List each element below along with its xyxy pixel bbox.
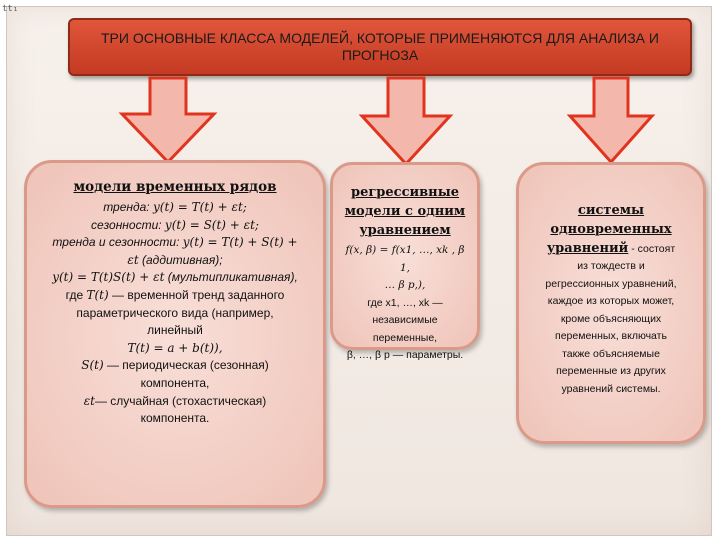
panel2-heading-l1: регрессивные [350, 185, 459, 200]
p1-l6-text: — временной тренд заданного [112, 287, 285, 302]
panel3-heading-tail: - состоят [628, 243, 676, 255]
p1-l11: компонента, [140, 375, 210, 390]
p1-l5-formula: y(t) = T(t)S(t) + εt [52, 270, 165, 285]
panel-simultaneous-equations [516, 162, 706, 444]
panel3-heading-l3: уравнений [546, 241, 629, 256]
panel2-heading-l2: модели с одним [344, 204, 466, 219]
p3-b4: кроме объясняющих [560, 312, 662, 325]
panel3-heading-l2: одновременных [550, 222, 672, 237]
p1-l2-label: сезонности: [91, 217, 162, 232]
p1-l3-formula: y(t) = T(t) + S(t) + [182, 235, 298, 250]
panel3-heading-l1: системы [577, 203, 645, 218]
p2-b3: где x1, …, xk — [367, 296, 443, 309]
p3-b6: также объясняемые [562, 347, 660, 360]
p1-l12-formula: εt [83, 393, 95, 408]
p1-l1-label: тренда: [103, 200, 150, 214]
p1-l4-text: (аддитивная); [142, 252, 223, 267]
p3-b8: уравнений системы. [561, 382, 661, 395]
p2-b5: переменные, [372, 331, 438, 344]
p3-b7: переменные из других [556, 365, 666, 377]
p2-b2: … β p,), [384, 279, 426, 291]
p2-b1: f(x, β) = f(x1, …, xk , β 1, [345, 244, 465, 274]
arrow-down-icon-right [566, 76, 656, 166]
p1-l1-formula: y(t) = T(t) + εt; [152, 200, 247, 214]
p3-b3: каждое из которых может, [547, 295, 675, 307]
panel1-heading: модели временных рядов [73, 179, 277, 195]
p1-l12-text: — случайная (стохастическая) [94, 393, 267, 408]
p2-b4: независимые [372, 314, 438, 326]
p1-l8: линейный [147, 323, 203, 338]
p1-l7: параметрического вида (например, [76, 305, 274, 320]
p1-l2-formula: y(t) = S(t) + εt; [164, 217, 259, 232]
p1-l10-text: — периодическая (сезонная) [106, 358, 269, 373]
p3-b5: переменных, включать [555, 330, 667, 342]
p3-b2: регрессионных уравнений, [545, 277, 677, 290]
arrow-down-icon-left [118, 76, 218, 166]
p1-l10-formula: S(t) [81, 358, 104, 373]
p1-l9: T(t) = a + b(t)), [127, 340, 223, 355]
p2-b6: β, …, β p — параметры. [346, 349, 464, 361]
title-banner [68, 18, 692, 76]
p1-l3-label: тренда и сезонности: [52, 235, 180, 250]
p1-l13: компонента. [140, 411, 210, 426]
p1-l6-formula: T(t) [86, 287, 109, 302]
p1-l4-formula: εt [127, 252, 139, 267]
title-text: ТРИ ОСНОВНЫЕ КЛАССА МОДЕЛЕЙ, КОТОРЫЕ ПРИМЕНЯЮТСЯ ДЛЯ АНАЛИЗА И ПРОГНОЗА [101, 30, 659, 63]
corner-mark: tt₁ [2, 4, 19, 14]
panel-regression-models [330, 162, 480, 361]
arrow-down-icon-center [358, 76, 454, 168]
p1-l6-pre: где [65, 287, 84, 302]
p3-b1: из тождеств и [577, 260, 645, 272]
panel2-heading-l3: уравнением [359, 223, 451, 238]
panel-time-series-models [24, 160, 326, 508]
p1-l5-text: (мультипликативная), [167, 270, 298, 285]
